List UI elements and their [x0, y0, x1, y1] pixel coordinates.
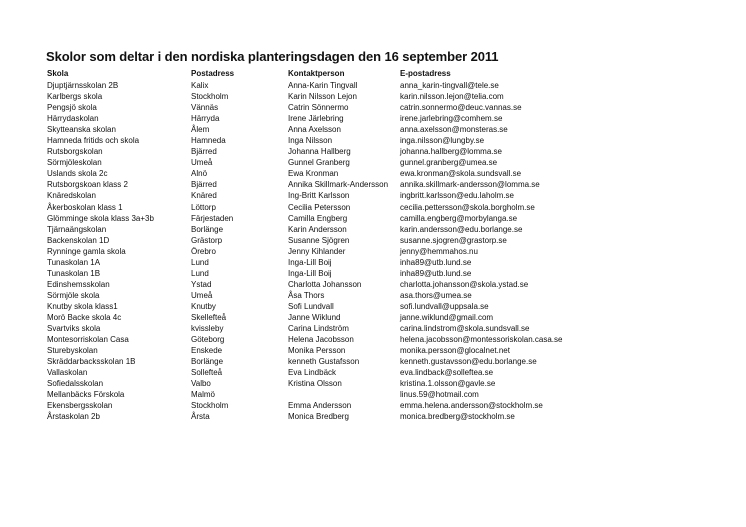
- school-cell: Tunaskolan 1B: [47, 268, 101, 278]
- email-cell: janne.wiklund@gmail.com: [400, 312, 494, 322]
- contact-person-cell: Gunnel Granberg: [288, 158, 350, 168]
- table-row: [0, 168, 746, 179]
- table-row: [0, 389, 746, 400]
- email-cell: johanna.hallberg@lomma.se: [400, 147, 502, 157]
- table-row: [0, 367, 746, 378]
- email-cell: anna_karin-tingvall@tele.se: [400, 81, 499, 90]
- postal-address-cell: Lund: [191, 268, 209, 278]
- email-cell: monica.bredberg@stockholm.se: [400, 412, 515, 422]
- table-row: [0, 290, 746, 301]
- postal-address-cell: Årsta: [191, 412, 210, 422]
- postal-address-cell: Stockholm: [191, 92, 229, 102]
- header-e-postadress: E-postadress: [400, 69, 451, 78]
- postal-address-cell: Sollefteå: [191, 368, 223, 378]
- postal-address-cell: Ystad: [191, 279, 212, 289]
- school-cell: Knäredskolan: [47, 191, 96, 201]
- postal-address-cell: Kalix: [191, 81, 209, 90]
- postal-address-cell: Grästorp: [191, 235, 223, 245]
- postal-address-cell: Hamneda: [191, 136, 226, 146]
- postal-address-cell: Stockholm: [191, 401, 229, 411]
- contact-person-cell: Jenny Kihlander: [288, 246, 346, 256]
- email-cell: eva.lindback@solleftea.se: [400, 368, 494, 378]
- school-cell: Knutby skola klass1: [47, 301, 118, 311]
- postal-address-cell: Umeå: [191, 290, 213, 300]
- contact-person-cell: Janne Wiklund: [288, 312, 341, 322]
- contact-person-cell: Monika Persson: [288, 346, 346, 356]
- email-cell: emma.helena.andersson@stockholm.se: [400, 401, 543, 411]
- contact-person-cell: Sofi Lundvall: [288, 301, 334, 311]
- email-cell: inha89@utb.lund.se: [400, 268, 472, 278]
- email-cell: susanne.sjogren@grastorp.se: [400, 235, 507, 245]
- postal-address-cell: Valbo: [191, 379, 211, 389]
- contact-person-cell: Inga Nilsson: [288, 136, 333, 146]
- table-row: [0, 146, 746, 157]
- postal-address-cell: Vännäs: [191, 103, 219, 113]
- contact-person-cell: Inga-Lill Boij: [288, 268, 332, 278]
- school-cell: Ekensbergsskolan: [47, 401, 113, 411]
- table-row: [0, 135, 746, 146]
- email-cell: annika.skillmark-andersson@lomma.se: [400, 180, 540, 190]
- postal-address-cell: Umeå: [191, 158, 213, 168]
- table-row: [0, 411, 746, 422]
- postal-address-cell: Härryda: [191, 114, 220, 124]
- table-row: [0, 80, 746, 91]
- email-cell: anna.axelsson@monsteras.se: [400, 125, 508, 135]
- postal-address-cell: Färjestaden: [191, 213, 234, 223]
- contact-person-cell: Karin Nilsson Lejon: [288, 92, 357, 102]
- email-cell: carina.lindstrom@skola.sundsvall.se: [400, 324, 530, 334]
- header-postadress: Postadress: [191, 69, 235, 78]
- postal-address-cell: Enskede: [191, 346, 223, 356]
- contact-person-cell: Anna-Karin Tingvall: [288, 81, 358, 90]
- table-row: [0, 279, 746, 290]
- table-row: [0, 356, 746, 367]
- contact-person-cell: Susanne Sjögren: [288, 235, 350, 245]
- table-row: [0, 323, 746, 334]
- email-cell: catrin.sonnermo@deuc.vannas.se: [400, 103, 522, 113]
- school-cell: Skytteanska skolan: [47, 125, 116, 135]
- contact-person-cell: Ewa Kronman: [288, 169, 339, 179]
- contact-person-cell: Ing-Britt Karlsson: [288, 191, 350, 201]
- table-header: [0, 68, 746, 79]
- header-skola: Skola: [47, 69, 69, 78]
- email-cell: karin.andersson@edu.borlange.se: [400, 224, 523, 234]
- contact-person-cell: Kristina Olsson: [288, 379, 342, 389]
- school-cell: Karlbergs skola: [47, 92, 103, 102]
- table-row: [0, 334, 746, 345]
- table-row: [0, 124, 746, 135]
- school-cell: Backenskolan 1D: [47, 235, 110, 245]
- contact-person-cell: Charlotta Johansson: [288, 279, 362, 289]
- school-cell: Skräddarbacksskolan 1B: [47, 357, 136, 367]
- table-row: [0, 202, 746, 213]
- table-row: [0, 345, 746, 356]
- table-row: [0, 113, 746, 124]
- email-cell: inga.nilsson@lungby.se: [400, 136, 485, 146]
- table-row: [0, 157, 746, 168]
- email-cell: charlotta.johansson@skola.ystad.se: [400, 279, 529, 289]
- contact-person-cell: Carina Lindström: [288, 324, 349, 334]
- postal-address-cell: Göteborg: [191, 335, 225, 345]
- table-row: [0, 91, 746, 102]
- table-row: [0, 213, 746, 224]
- email-cell: sofi.lundvall@uppsala.se: [400, 301, 489, 311]
- table-row: [0, 246, 746, 257]
- header-kontaktperson: Kontaktperson: [288, 69, 345, 78]
- contact-person-cell: Catrin Sönnermo: [288, 103, 349, 113]
- email-cell: asa.thors@umea.se: [400, 290, 472, 300]
- email-cell: monika.persson@glocalnet.net: [400, 346, 510, 356]
- school-cell: Sörmjöle skola: [47, 290, 100, 300]
- school-cell: Mellanbäcks Förskola: [47, 390, 125, 400]
- contact-person-cell: Monica Bredberg: [288, 412, 349, 422]
- school-cell: Årstaskolan 2b: [47, 412, 100, 422]
- school-cell: Tjärnaängskolan: [47, 224, 107, 234]
- email-cell: karin.nilsson.lejon@telia.com: [400, 92, 504, 102]
- school-cell: Rutsborgskoan klass 2: [47, 180, 128, 190]
- contact-person-cell: Camilla Engberg: [288, 213, 348, 223]
- email-cell: linus.59@hotmail.com: [400, 390, 479, 400]
- table-row: [0, 400, 746, 411]
- school-cell: Edinshemsskolan: [47, 279, 110, 289]
- email-cell: irene.jarlebring@comhem.se: [400, 114, 503, 124]
- contact-person-cell: Helena Jacobsson: [288, 335, 354, 345]
- email-cell: kenneth.gustavsson@edu.borlange.se: [400, 357, 537, 367]
- table-row: [0, 102, 746, 113]
- postal-address-cell: Borlänge: [191, 224, 224, 234]
- school-cell: Vallaskolan: [47, 368, 88, 378]
- table-row: [0, 235, 746, 246]
- contact-person-cell: Irene Järlebring: [288, 114, 344, 124]
- postal-address-cell: Bjärred: [191, 147, 217, 157]
- school-cell: Tunaskolan 1A: [47, 257, 101, 267]
- school-cell: Sörmjöleskolan: [47, 158, 102, 168]
- school-cell: Sofiedalsskolan: [47, 379, 104, 389]
- page-title: Skolor som deltar i den nordiska planteringsdagen den 16 september 2011: [46, 49, 499, 64]
- email-cell: gunnel.granberg@umea.se: [400, 158, 498, 168]
- postal-address-cell: Ålem: [191, 125, 210, 135]
- email-cell: ewa.kronman@skola.sundsvall.se: [400, 169, 522, 179]
- school-cell: Pengsjö skola: [47, 103, 97, 113]
- table-row: [0, 312, 746, 323]
- school-cell: Svartviks skola: [47, 324, 101, 334]
- table-row: [0, 301, 746, 312]
- contact-person-cell: Cecilia Petersson: [288, 202, 351, 212]
- school-cell: Åkerboskolan klass 1: [47, 202, 123, 212]
- postal-address-cell: Knäred: [191, 191, 217, 201]
- postal-address-cell: Lund: [191, 257, 209, 267]
- table-row: [0, 224, 746, 235]
- postal-address-cell: Knutby: [191, 301, 216, 311]
- table-body: [0, 80, 746, 422]
- school-cell: Uslands skola 2c: [47, 169, 108, 179]
- postal-address-cell: Borlänge: [191, 357, 224, 367]
- school-cell: Rynninge gamla skola: [47, 246, 126, 256]
- school-cell: Hamneda fritids och skola: [47, 136, 140, 146]
- postal-address-cell: Örebro: [191, 246, 216, 256]
- table-row: [0, 268, 746, 279]
- table-row: [0, 179, 746, 190]
- contact-person-cell: Emma Andersson: [288, 401, 352, 411]
- email-cell: inha89@utb.lund.se: [400, 257, 472, 267]
- table-row: [0, 257, 746, 268]
- postal-address-cell: kvissleby: [191, 324, 224, 334]
- table-row: [0, 190, 746, 201]
- table-row: [0, 378, 746, 389]
- postal-address-cell: Malmö: [191, 390, 216, 400]
- email-cell: jenny@hemmahos.nu: [400, 246, 478, 256]
- contact-person-cell: kenneth Gustafsson: [288, 357, 360, 367]
- postal-address-cell: Bjärred: [191, 180, 217, 190]
- email-cell: helena.jacobsson@montessoriskolan.casa.se: [400, 335, 563, 345]
- contact-person-cell: Johanna Hallberg: [288, 147, 351, 157]
- contact-person-cell: Anna Axelsson: [288, 125, 341, 135]
- contact-person-cell: Åsa Thors: [288, 290, 325, 300]
- postal-address-cell: Löttorp: [191, 202, 216, 212]
- school-cell: Härrydaskolan: [47, 114, 99, 124]
- school-cell: Glömminge skola klass 3a+3b: [47, 213, 154, 223]
- email-cell: kristina.1.olsson@gavle.se: [400, 379, 496, 389]
- school-cell: Rutsborgskolan: [47, 147, 103, 157]
- contact-person-cell: Annika Skillmark-Andersson: [288, 180, 389, 190]
- postal-address-cell: Skellefteå: [191, 312, 227, 322]
- school-cell: Sturebyskolan: [47, 346, 98, 356]
- email-cell: ingbritt.karlsson@edu.laholm.se: [400, 191, 514, 201]
- contact-person-cell: Inga-Lill Boij: [288, 257, 332, 267]
- school-cell: Djuptjärnsskolan 2B: [47, 81, 119, 90]
- email-cell: cecilia.pettersson@skola.borgholm.se: [400, 202, 535, 212]
- email-cell: camilla.engberg@morbylanga.se: [400, 213, 518, 223]
- school-cell: Montesorriskolan Casa: [47, 335, 129, 345]
- contact-person-cell: Eva Lindbäck: [288, 368, 337, 378]
- postal-address-cell: Alnö: [191, 169, 208, 179]
- contact-person-cell: Karin Andersson: [288, 224, 347, 234]
- school-cell: Morö Backe skola 4c: [47, 312, 122, 322]
